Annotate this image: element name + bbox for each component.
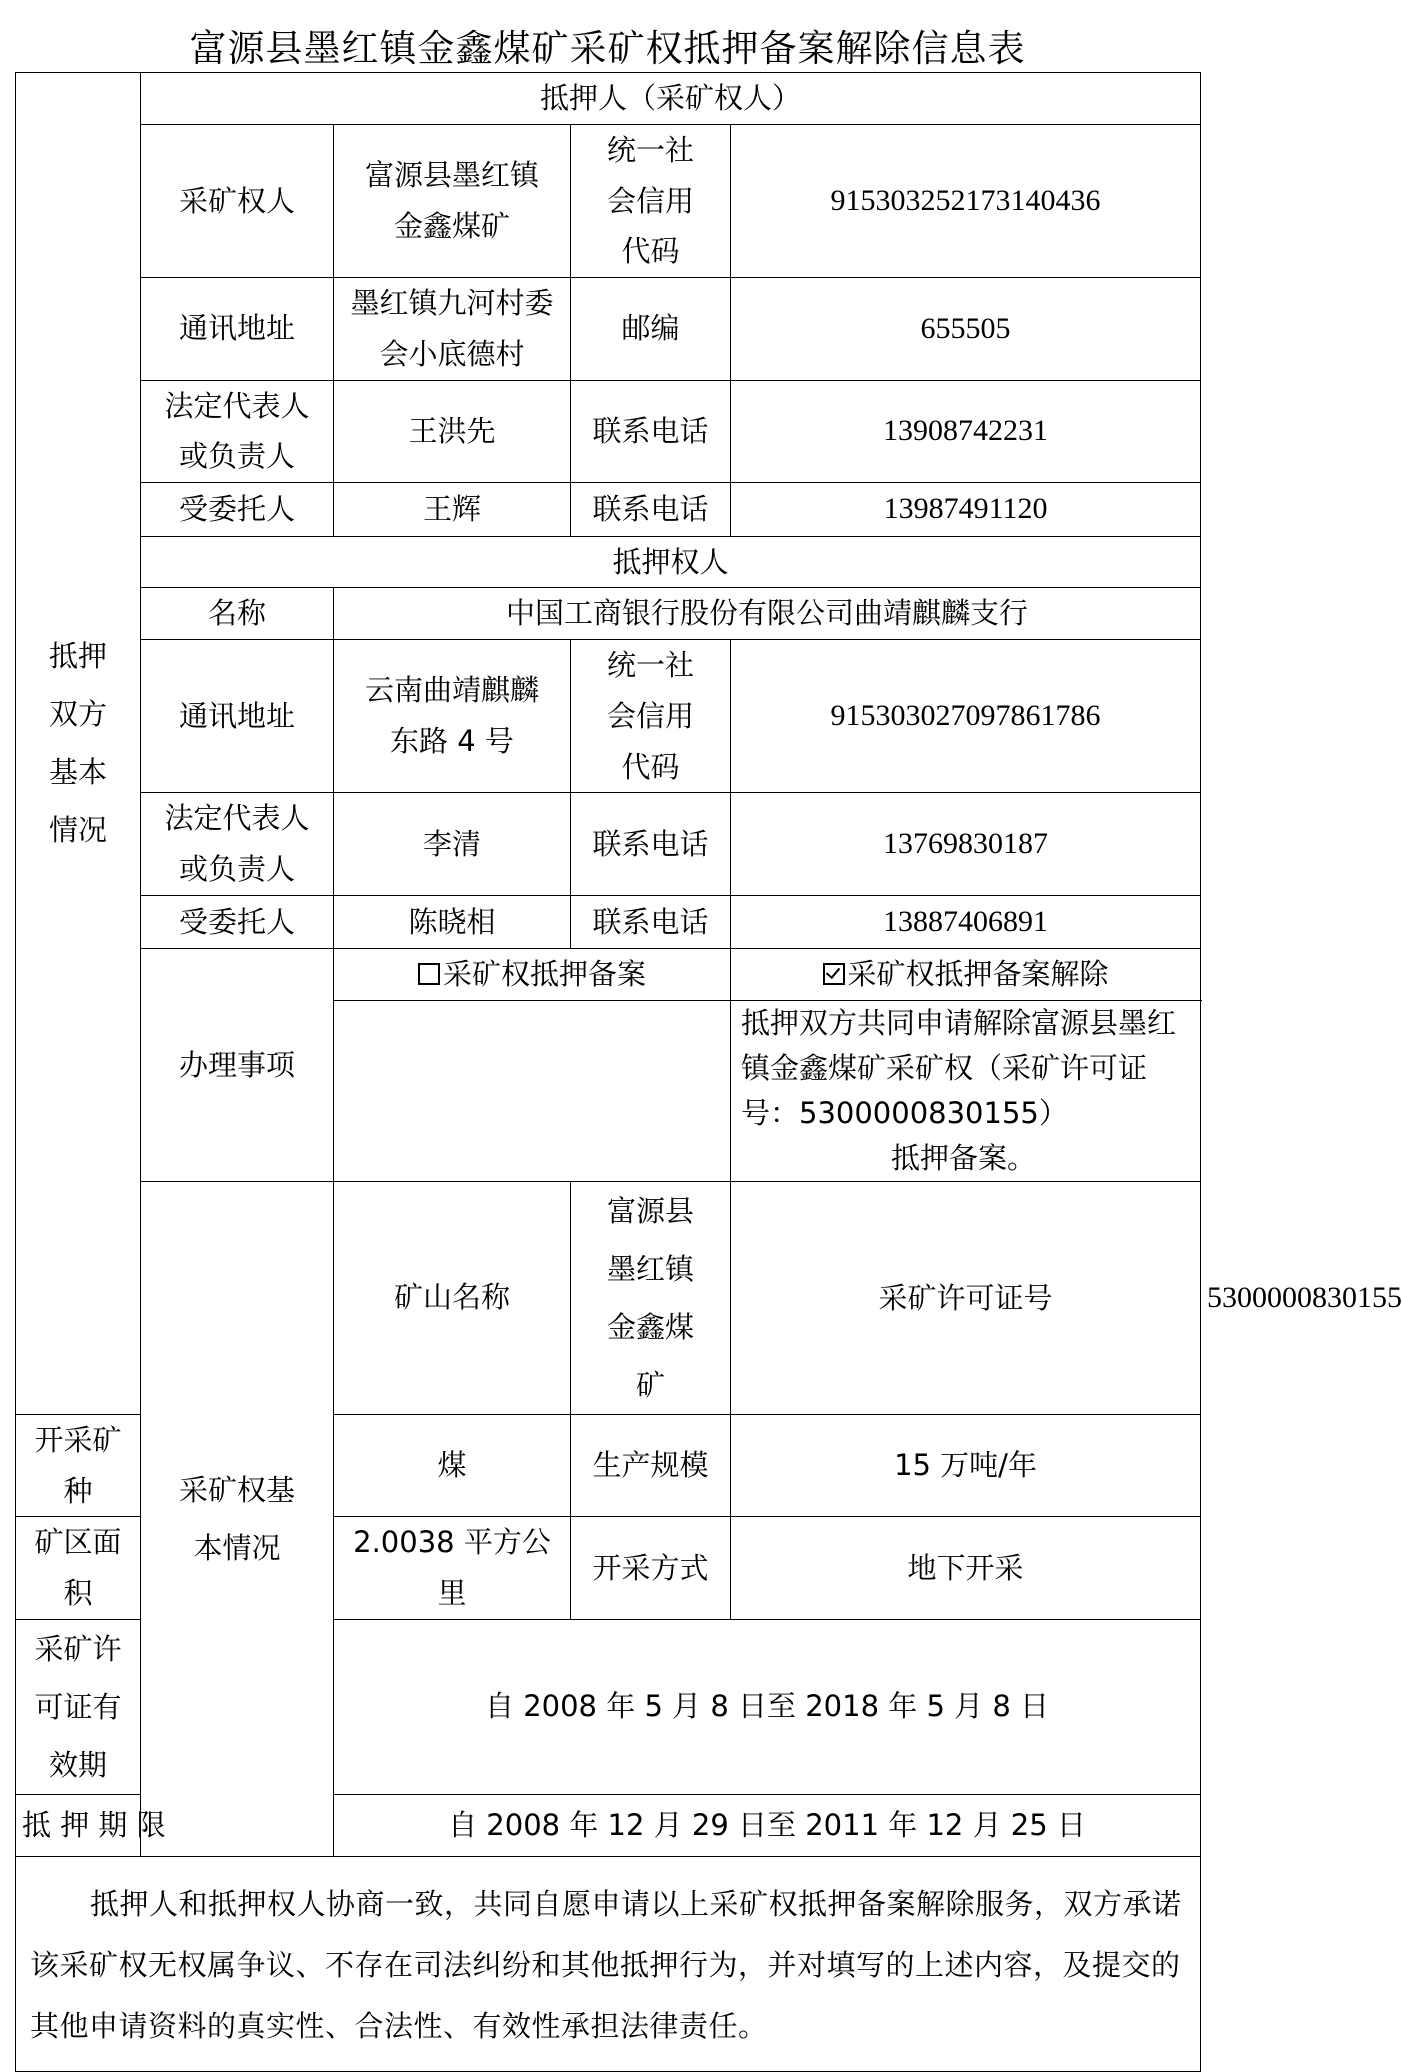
scale-value: 15 万吨/年: [731, 1414, 1201, 1517]
option-release[interactable]: [731, 949, 1201, 1001]
mortgagor-address-label: 通讯地址: [141, 278, 334, 381]
mortgage-term-value: 自 2008 年 12 月 29 日至 2011 年 12 月 25 日: [334, 1794, 1201, 1856]
method-label: 开采方式: [571, 1517, 731, 1620]
mortgagee-agent-phone-value: 13887406891: [731, 895, 1201, 949]
mortgagee-legal-rep-value: 李清: [334, 793, 571, 896]
mortgagor-credit-code-label: 统一社会信用代码: [571, 124, 731, 277]
option-filing[interactable]: [334, 949, 731, 1001]
mortgagee-header: 抵押权人: [141, 536, 1201, 588]
filing-checkbox-icon[interactable]: [418, 963, 440, 985]
mortgagor-agent-label: 受委托人: [141, 483, 334, 537]
option-release-label: 采矿权抵押备案解除: [847, 957, 1109, 992]
form-title: 富源县墨红镇金鑫煤矿采矿权抵押备案解除信息表: [189, 27, 1026, 70]
filing-blank-area: [334, 1001, 731, 1182]
mortgagee-legal-rep-label: 法定代表人或负责人: [141, 793, 334, 896]
mine-section-label: 采矿权基本情况: [141, 1181, 334, 1856]
mortgagee-agent-label: 受委托人: [141, 895, 334, 949]
mine-name-value: 富源县墨红镇金鑫煤矿: [571, 1181, 731, 1414]
info-table: 抵押双方基本情况 抵押人（采矿权人） 采矿权人 富源县墨红镇金鑫煤矿 统一社会信用代码 915303252173140436 通讯地址 墨红镇九河村委会小底德村 邮编 655505 法定代表人或负责人 王洪先 联系电话 13908742231 受委托人 王辉 联系电话 13987491120 抵押权人 名称 中国工商银行股份有限公司曲靖麒麟支行 通讯地址 云南曲靖麒麟东路 4 号 统一社会信用代码 915303027097861786 法定代表人或负责人 李清 联系电话 13769830187 受委托人 陈晓相 联系电话 13887406891 办理事项 采矿权抵押备案 采矿权抵押备案解除 抵押双方共同申请解除富源县墨红镇金鑫煤矿采矿权（采矿许可证号：5300000830155） 抵押备案。 采矿权基本情况 矿山名称 富源县墨红镇金鑫煤矿 采矿许可证号 5300000830155 开采矿种 煤 生产规模 15 万吨/年 矿区面积 2.0038 平方公里 开采方式 地下开采 采矿许可证有效期 自 2008 年 5 月 8 日至 2018 年 5 月 8 日 抵 押 期 限 自 2008 年 12 月 29 日至 2011 年 12 月 25 日 抵押人和抵押权人协商一致，共同自愿申请以上采矿权抵押备案解除服务，双方承诺该采矿权无权属争议、不存在司法纠纷和其他抵押行为，并对填写的上述内容，及提交的其他申请资料的真实性、合法性、有效性承担法律责任。: [15, 72, 1201, 2072]
mortgagor-phone-label: 联系电话: [571, 380, 731, 483]
mortgagor-address-value: 墨红镇九河村委会小底德村: [334, 278, 571, 381]
mortgagee-credit-code-label: 统一社会信用代码: [571, 640, 731, 793]
mortgagee-name-value: 中国工商银行股份有限公司曲靖麒麟支行: [334, 588, 1201, 640]
release-text: 抵押双方共同申请解除富源县墨红镇金鑫煤矿采矿权（采矿许可证号：5300000830155）: [741, 1006, 1177, 1130]
validity-label: 采矿许可证有效期: [16, 1619, 141, 1794]
mortgagor-legal-rep-value: 王洪先: [334, 380, 571, 483]
mineral-value: 煤: [334, 1414, 571, 1517]
area-label: 矿区面积: [16, 1517, 141, 1620]
mortgagee-credit-code-value: 915303027097861786: [731, 640, 1201, 793]
license-no-label: 采矿许可证号: [731, 1181, 1201, 1414]
scale-label: 生产规模: [571, 1414, 731, 1517]
mortgagee-agent-value: 陈晓相: [334, 895, 571, 949]
mortgagor-agent-phone-value: 13987491120: [731, 483, 1201, 537]
mortgagor-agent-phone-label: 联系电话: [571, 483, 731, 537]
release-description: [731, 1001, 1201, 1182]
holder-value: 富源县墨红镇金鑫煤矿: [334, 124, 571, 277]
method-value: 地下开采: [731, 1517, 1201, 1620]
postcode-value: 655505: [731, 278, 1201, 381]
mortgagee-address-label: 通讯地址: [141, 640, 334, 793]
matters-section-label: 办理事项: [141, 949, 334, 1182]
release-checkbox-checked-icon[interactable]: [823, 963, 845, 985]
mortgagee-phone-label: 联系电话: [571, 793, 731, 896]
mortgagor-header: 抵押人（采矿权人）: [141, 73, 1201, 125]
parties-section-label: 抵押双方基本情况: [16, 73, 141, 1415]
mortgagor-legal-rep-label: 法定代表人或负责人: [141, 380, 334, 483]
postcode-label: 邮编: [571, 278, 731, 381]
mortgagee-name-label: 名称: [141, 588, 334, 640]
declaration-text: 抵押人和抵押权人协商一致，共同自愿申请以上采矿权抵押备案解除服务，双方承诺该采矿权无权属争议、不存在司法纠纷和其他抵押行为，并对填写的上述内容，及提交的其他申请资料的真实性、合法性、有效性承担法律责任。: [16, 1856, 1201, 2071]
mortgage-term-label: 抵 押 期 限: [16, 1794, 141, 1856]
mineral-label: 开采矿种: [16, 1414, 141, 1517]
mortgagor-credit-code-value: 915303252173140436: [731, 124, 1201, 277]
mortgagee-phone-value: 13769830187: [731, 793, 1201, 896]
option-filing-label: 采矿权抵押备案: [442, 957, 646, 992]
validity-value: 自 2008 年 5 月 8 日至 2018 年 5 月 8 日: [334, 1619, 1201, 1794]
area-value: 2.0038 平方公里: [334, 1517, 571, 1620]
mortgagor-phone-value: 13908742231: [731, 380, 1201, 483]
mortgagor-agent-value: 王辉: [334, 483, 571, 537]
holder-label: 采矿权人: [141, 124, 334, 277]
mortgagee-agent-phone-label: 联系电话: [571, 895, 731, 949]
release-text-end: 抵押备案。: [891, 1140, 1037, 1175]
mine-name-label: 矿山名称: [334, 1181, 571, 1414]
mortgagee-address-value: 云南曲靖麒麟东路 4 号: [334, 640, 571, 793]
